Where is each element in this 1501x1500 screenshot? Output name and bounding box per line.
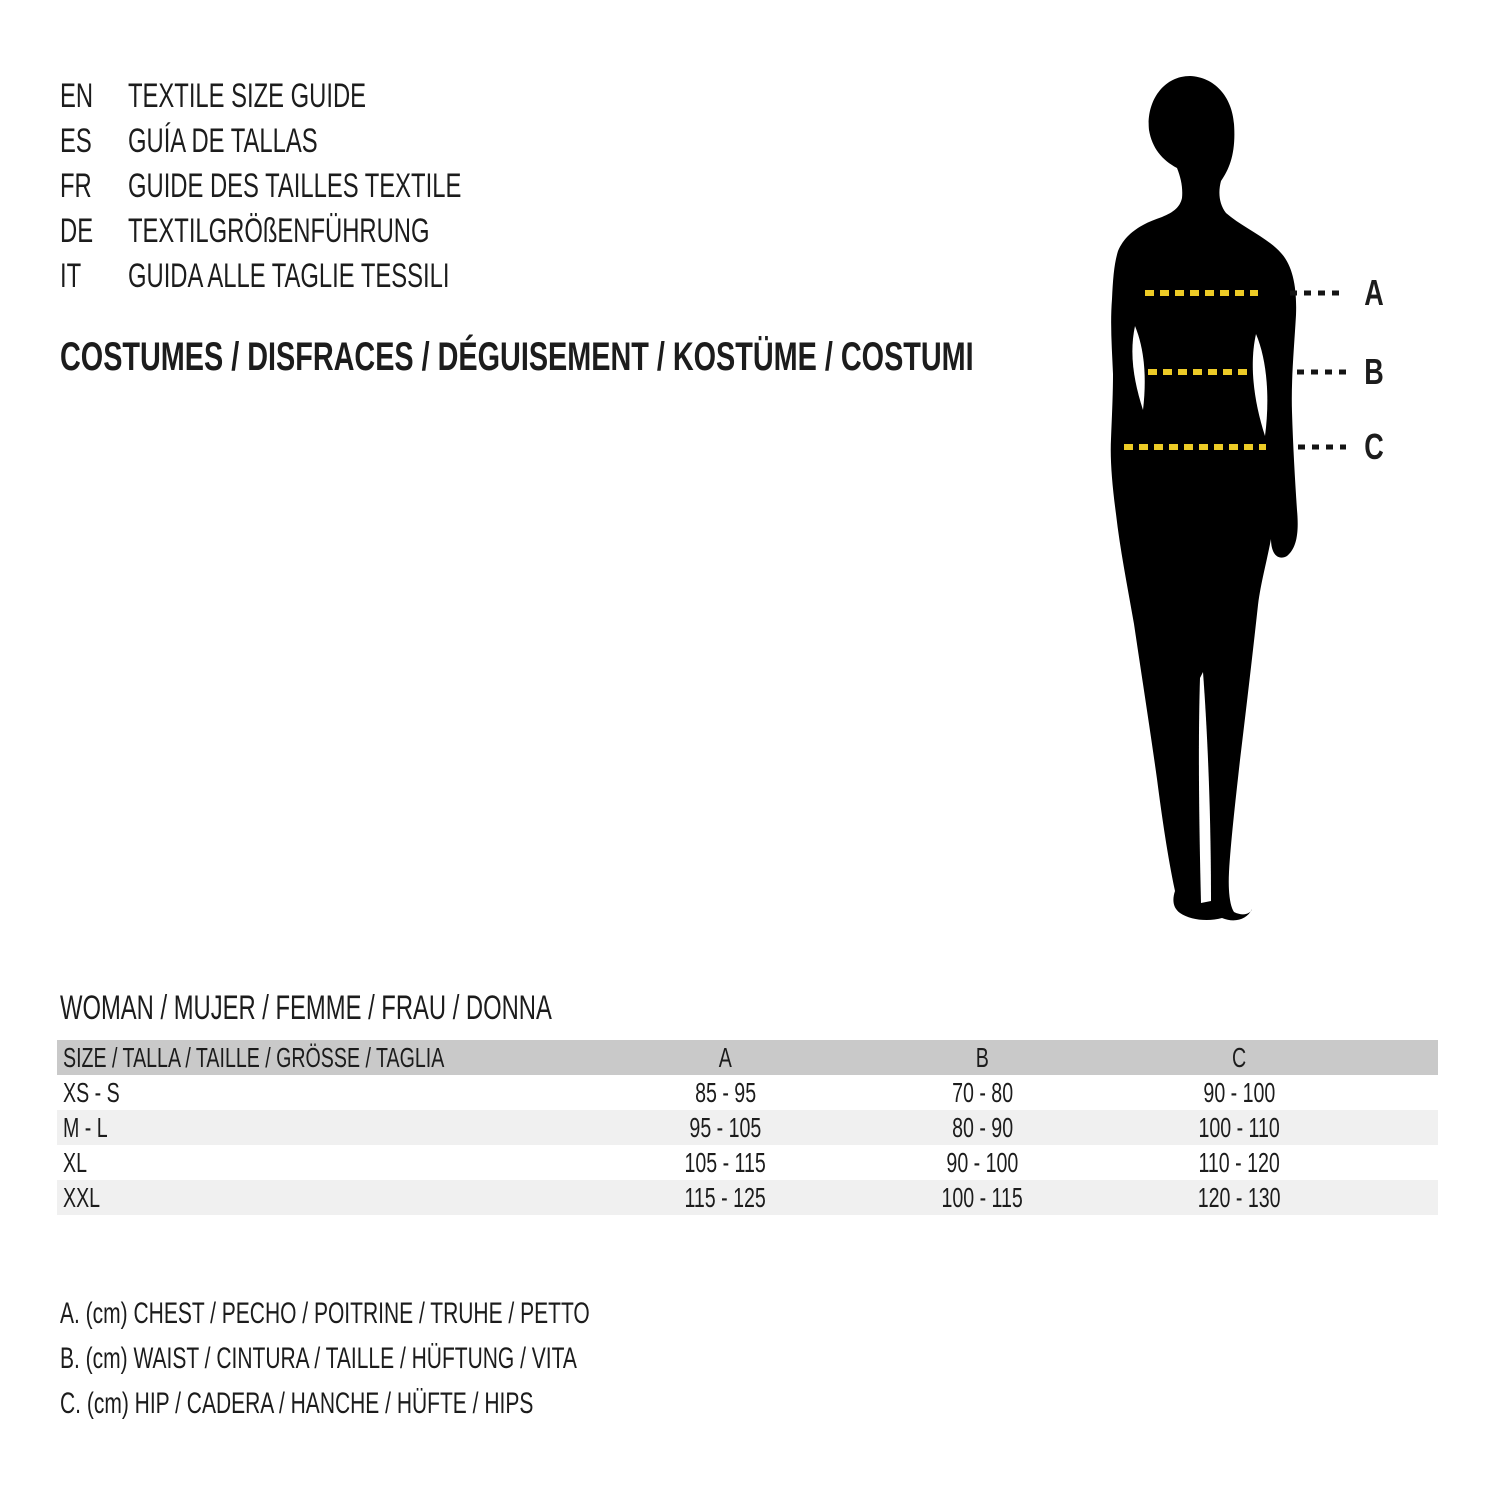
language-row <box>60 119 604 164</box>
language-title: TEXTILGRÖßENFÜHRUNG <box>128 212 430 250</box>
column-b-header: B <box>975 1041 990 1073</box>
measurement-legend <box>60 1291 817 1426</box>
hip-range-cell: 120 - 130 <box>1198 1181 1281 1213</box>
language-code: DE <box>60 212 94 250</box>
table-row <box>57 1075 1438 1110</box>
language-title-list <box>60 74 604 299</box>
chest-range-cell: 95 - 105 <box>689 1111 762 1143</box>
table-row <box>57 1110 1438 1145</box>
table-row <box>57 1145 1438 1180</box>
size-cell: XS - S <box>63 1076 120 1108</box>
legend-waist: B. (cm) WAIST / CINTURA / TAILLE / HÜFTUNG / VITA <box>60 1342 577 1375</box>
table-row <box>57 1180 1438 1215</box>
chest-range-cell: 105 - 115 <box>684 1146 767 1178</box>
waist-range-cell: 100 - 115 <box>941 1181 1024 1213</box>
language-row <box>60 164 604 209</box>
column-c-header: C <box>1232 1041 1247 1073</box>
size-cell: M - L <box>63 1111 108 1143</box>
waist-range-cell: 70 - 80 <box>951 1076 1014 1108</box>
language-row <box>60 209 604 254</box>
language-row <box>60 74 604 119</box>
waist-range-cell: 90 - 100 <box>946 1146 1019 1178</box>
hip-range-cell: 90 - 100 <box>1203 1076 1276 1108</box>
chest-range-cell: 115 - 125 <box>684 1181 767 1213</box>
hip-range-cell: 100 - 110 <box>1198 1111 1281 1143</box>
woman-silhouette-figure <box>1050 60 1400 940</box>
language-title: GUÍA DE TALLAS <box>128 122 318 160</box>
language-title: GUIDA ALLE TAGLIE TESSILI <box>128 257 450 295</box>
size-table <box>57 1040 1438 1215</box>
language-code: EN <box>60 77 94 115</box>
size-cell: XL <box>63 1146 87 1178</box>
figure-label-waist: B <box>1364 351 1384 392</box>
column-a-header: A <box>718 1041 733 1073</box>
chest-range-cell: 85 - 95 <box>694 1076 757 1108</box>
language-title: TEXTILE SIZE GUIDE <box>128 77 367 115</box>
language-row <box>60 254 604 299</box>
language-code: ES <box>60 122 92 160</box>
waist-range-cell: 80 - 90 <box>951 1111 1014 1143</box>
size-cell: XXL <box>63 1181 101 1213</box>
table-header-row <box>57 1040 1438 1075</box>
figure-label-hip: C <box>1364 426 1384 467</box>
legend-chest: A. (cm) CHEST / PECHO / POITRINE / TRUHE / PETTO <box>60 1297 590 1330</box>
size-column-header: SIZE / TALLA / TAILLE / GRÖSSE / TAGLIA <box>63 1041 445 1073</box>
language-code: IT <box>60 257 82 295</box>
language-code: FR <box>60 167 92 205</box>
figure-label-chest: A <box>1364 272 1384 313</box>
category-line: COSTUMES / DISFRACES / DÉGUISEMENT / KOSTÜME / COSTUMI <box>60 335 974 379</box>
language-title: GUIDE DES TAILLES TEXTILE <box>128 167 462 205</box>
hip-range-cell: 110 - 120 <box>1198 1146 1281 1178</box>
legend-hip: C. (cm) HIP / CADERA / HANCHE / HÜFTE / HIPS <box>60 1387 534 1420</box>
section-title-woman: WOMAN / MUJER / FEMME / FRAU / DONNA <box>60 989 552 1027</box>
